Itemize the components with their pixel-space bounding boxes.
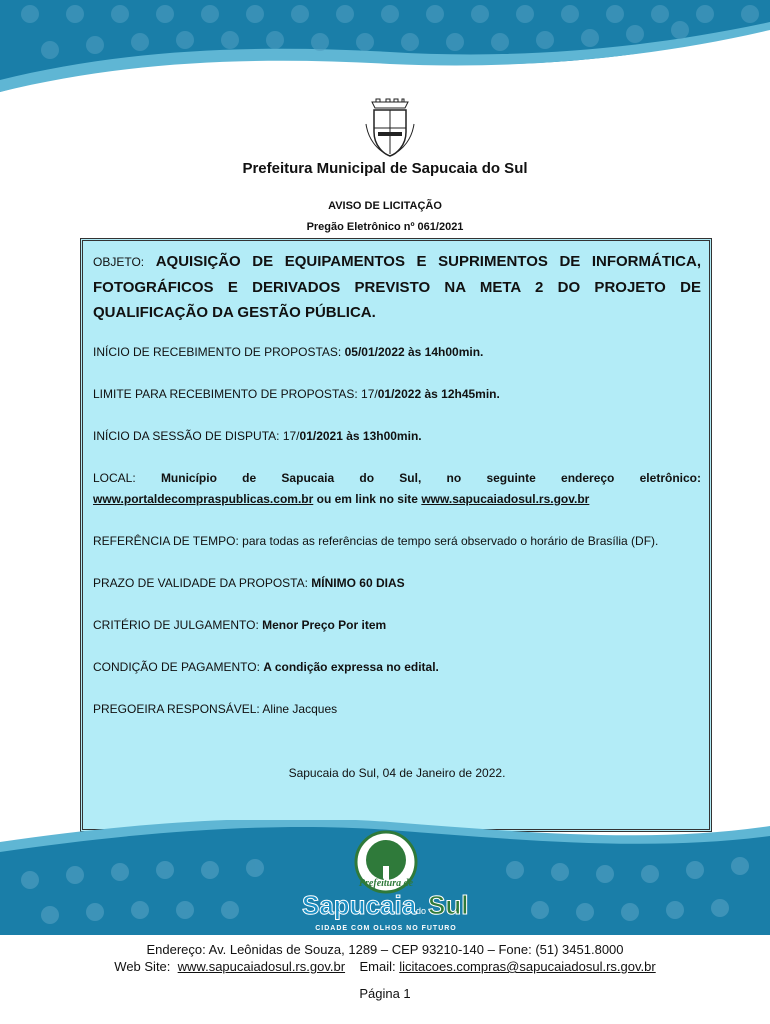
email-label: Email:: [359, 959, 396, 974]
coat-of-arms-icon: [364, 98, 416, 160]
process-number: Pregão Eletrônico nº 061/2021: [306, 221, 464, 233]
condicao-pagamento: [93, 660, 701, 675]
page-number: Página 1: [359, 986, 411, 1001]
sessao-label: INÍCIO DA SESSÃO DE DISPUTA: 17/: [93, 429, 300, 443]
footer-web-line: [0, 959, 770, 974]
web-url-link[interactable]: www.sapucaiadosul.rs.gov.br: [177, 959, 346, 974]
portal-link[interactable]: www.portaldecompraspublicas.com.br: [93, 492, 314, 506]
inicio-label: INÍCIO DE RECEBIMENTO DE PROPOSTAS:: [93, 345, 342, 359]
site-link[interactable]: www.sapucaiadosul.rs.gov.br: [421, 492, 590, 506]
ref-label: REFERÊNCIA DE TEMPO:: [93, 534, 239, 548]
notice-title: AVISO DE LICITAÇÃO: [328, 200, 442, 212]
pagamento-value: A condição expressa no edital.: [263, 660, 439, 674]
footer-address: Endereço: Av. Leônidas de Souza, 1289 – CEP 93210-140 – Fone: (51) 3451.8000: [146, 942, 624, 957]
prazo-label: PRAZO DE VALIDADE DA PROPOSTA:: [93, 576, 308, 590]
referencia-tempo: [93, 534, 701, 549]
local-links: [93, 492, 701, 507]
pagamento-label: CONDIÇÃO DE PAGAMENTO:: [93, 660, 260, 674]
logo-brand-sul: Sul: [428, 890, 469, 920]
prazo-validade: [93, 576, 701, 591]
header-decorative-band: [0, 0, 770, 95]
criterio-value: Menor Preço Por item: [262, 618, 387, 632]
local-text: Município de Sapucaia do Sul, no seguinte endereço eletrônico:: [160, 471, 701, 485]
logo-brand-do: do: [416, 906, 427, 916]
limite-value: 01/2022 às 12h45min.: [377, 387, 500, 401]
objeto-paragraph: [93, 249, 701, 325]
pregoeira-label: PREGOEIRA RESPONSÁVEL:: [93, 702, 260, 716]
city-logo: [296, 828, 476, 936]
logo-tagline: CIDADE COM OLHOS NO FUTURO: [315, 925, 457, 932]
place-date: Sapucaia do Sul, 04 de Janeiro de 2022.: [288, 766, 506, 780]
logo-line1: Prefeitura de: [358, 878, 414, 889]
objeto-label: OBJETO:: [93, 255, 145, 269]
objeto-text: AQUISIÇÃO DE EQUIPAMENTOS E SUPRIMENTOS DE INFORMÁTICA, FOTOGRÁFICOS E DERIVADOS PREVISTO NA META 2 DO PROJETO DE QUALIFICAÇÃO DA GESTÃO PÚBLICA.: [93, 253, 702, 321]
limite-recebimento: [93, 387, 701, 402]
criterio-label: CRITÉRIO DE JULGAMENTO:: [93, 618, 259, 632]
local-line: [93, 471, 701, 486]
local-label: LOCAL:: [93, 471, 136, 485]
inicio-sessao: [93, 429, 701, 444]
criterio-julgamento: [93, 618, 701, 633]
prazo-value: MÍNIMO 60 DIAS: [311, 576, 405, 590]
pregoeira-value: Aline Jacques: [262, 702, 338, 716]
ref-text: para todas as referências de tempo será observado o horário de Brasília (DF).: [242, 534, 659, 548]
notice-box: [80, 238, 712, 832]
limite-label: LIMITE PARA RECEBIMENTO DE PROPOSTAS: 17/: [93, 387, 378, 401]
pregoeira: [93, 702, 701, 717]
logo-brand: Sapucaia: [302, 890, 417, 920]
email-link[interactable]: licitacoes.compras@sapucaiadosul.rs.gov.br: [399, 959, 656, 974]
local-mid-text: ou em link no site: [313, 492, 422, 506]
web-label: Web Site:: [114, 959, 171, 974]
sessao-value: 01/2021 às 13h00min.: [299, 429, 422, 443]
inicio-value: 05/01/2022 às 14h00min.: [344, 345, 484, 359]
inicio-recebimento: [93, 345, 701, 360]
organization-title: Prefeitura Municipal de Sapucaia do Sul: [242, 160, 528, 177]
